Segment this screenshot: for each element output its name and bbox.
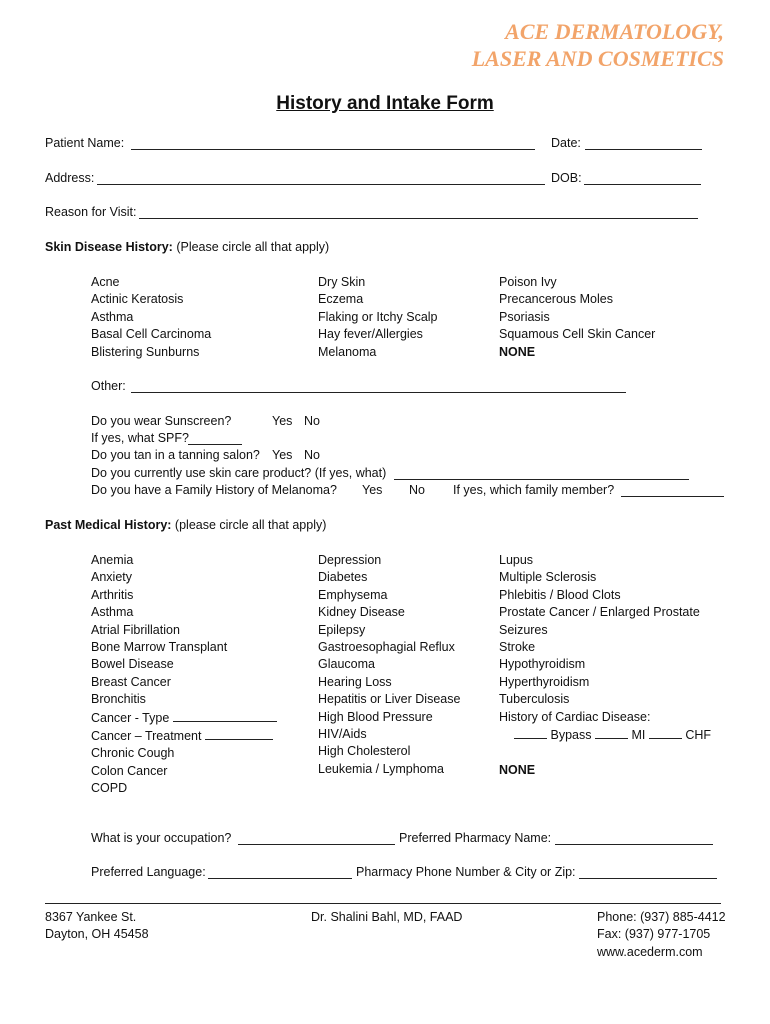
skin-item[interactable]: Melanoma bbox=[318, 344, 377, 359]
address-field[interactable] bbox=[97, 184, 545, 185]
language-label: Preferred Language: bbox=[91, 865, 206, 879]
family-melanoma-no[interactable]: No bbox=[409, 483, 425, 497]
medical-history-heading bbox=[45, 517, 326, 534]
cardiac-history-label: History of Cardiac Disease: bbox=[499, 709, 651, 724]
medical-heading-bold: Past Medical History: bbox=[45, 518, 172, 532]
medical-item[interactable]: Glaucoma bbox=[318, 657, 375, 672]
date-field[interactable] bbox=[585, 149, 702, 150]
occupation-label: What is your occupation? bbox=[91, 831, 232, 845]
brand-line-2: LASER AND COSMETICS bbox=[471, 46, 724, 71]
footer-address bbox=[45, 909, 149, 944]
footer-doctor: Dr. Shalini Bahl, MD, FAAD bbox=[311, 910, 463, 924]
skin-col-2 bbox=[318, 274, 438, 361]
medical-item[interactable]: Diabetes bbox=[318, 570, 368, 585]
medical-item[interactable]: Breast Cancer bbox=[91, 674, 171, 689]
patient-name-label: Patient Name: bbox=[45, 136, 125, 150]
medical-item[interactable]: Tuberculosis bbox=[499, 692, 570, 707]
pharmacy-phone-field[interactable] bbox=[579, 878, 717, 879]
skin-item[interactable]: Acne bbox=[91, 275, 120, 289]
dob-label: DOB: bbox=[551, 171, 582, 185]
bypass-label: Bypass bbox=[550, 728, 592, 743]
bypass-field[interactable] bbox=[514, 726, 547, 739]
medical-item[interactable]: Gastroesophagial Reflux bbox=[318, 640, 455, 655]
medical-item[interactable]: COPD bbox=[91, 781, 128, 796]
medical-item[interactable]: Seizures bbox=[499, 622, 548, 637]
family-member-label: If yes, which family member? bbox=[453, 483, 615, 497]
cancer-treatment-label: Cancer – Treatment bbox=[91, 729, 202, 744]
family-member-field[interactable] bbox=[621, 496, 724, 497]
medical-item[interactable]: Depression bbox=[318, 553, 382, 567]
medical-item[interactable]: Hyperthyroidism bbox=[499, 674, 590, 689]
tanning-yes[interactable]: Yes bbox=[272, 448, 293, 462]
medical-item[interactable]: HIV/Aids bbox=[318, 727, 367, 742]
skin-heading-note: (Please circle all that apply) bbox=[176, 240, 330, 254]
medical-col-2 bbox=[318, 552, 460, 778]
medical-col-3 bbox=[499, 552, 711, 779]
family-melanoma-question: Do you have a Family History of Melanoma? bbox=[91, 483, 337, 497]
cancer-type-field[interactable] bbox=[173, 709, 277, 722]
medical-item[interactable]: Asthma bbox=[91, 605, 134, 620]
other-label: Other: bbox=[91, 379, 126, 393]
address-label: Address: bbox=[45, 171, 95, 185]
skin-item[interactable]: Flaking or Itchy Scalp bbox=[318, 309, 438, 324]
skin-item[interactable]: Psoriasis bbox=[499, 309, 550, 324]
footer-phone: Phone: (937) 885-4412 bbox=[597, 910, 726, 924]
mi-label: MI bbox=[631, 728, 646, 743]
footer-website-link[interactable]: www.acederm.com bbox=[597, 944, 703, 959]
skin-item[interactable]: Blistering Sunburns bbox=[91, 344, 200, 359]
spf-field[interactable] bbox=[188, 444, 242, 445]
occupation-field[interactable] bbox=[238, 844, 395, 845]
practice-logo-text bbox=[472, 18, 724, 72]
skin-item[interactable]: Basal Cell Carcinoma bbox=[91, 327, 212, 342]
medical-item[interactable]: Anemia bbox=[91, 553, 134, 567]
medical-item[interactable]: Lupus bbox=[499, 553, 534, 567]
cancer-treatment-row[interactable] bbox=[91, 727, 277, 745]
chf-field[interactable] bbox=[649, 726, 682, 739]
skincare-product-field[interactable] bbox=[394, 479, 689, 480]
medical-item[interactable]: Chronic Cough bbox=[91, 746, 175, 761]
pharmacy-phone-label: Pharmacy Phone Number & City or Zip: bbox=[356, 865, 576, 879]
medical-item[interactable]: High Blood Pressure bbox=[318, 709, 433, 724]
skin-item[interactable]: Poison Ivy bbox=[499, 275, 557, 289]
other-field[interactable] bbox=[131, 392, 626, 393]
skin-col-3 bbox=[499, 274, 655, 361]
skin-item[interactable]: Hay fever/Allergies bbox=[318, 327, 423, 342]
medical-item[interactable]: Bronchitis bbox=[91, 692, 146, 707]
footer-divider bbox=[45, 903, 721, 904]
skin-none-option[interactable]: NONE bbox=[499, 344, 536, 359]
medical-item[interactable]: Leukemia / Lymphoma bbox=[318, 761, 444, 776]
skin-item[interactable]: Eczema bbox=[318, 292, 364, 307]
skin-history-heading bbox=[45, 239, 329, 256]
medical-item[interactable]: Phlebitis / Blood Clots bbox=[499, 587, 621, 602]
skin-col-1 bbox=[91, 274, 211, 361]
cancer-treatment-field[interactable] bbox=[205, 727, 273, 740]
tanning-question: Do you tan in a tanning salon? bbox=[91, 448, 260, 462]
skin-item[interactable]: Actinic Keratosis bbox=[91, 292, 184, 307]
skincare-product-question: Do you currently use skin care product? (If yes, what) bbox=[91, 466, 387, 480]
medical-item[interactable]: Multiple Sclerosis bbox=[499, 570, 597, 585]
medical-item[interactable]: Hearing Loss bbox=[318, 674, 392, 689]
medical-item[interactable]: High Cholesterol bbox=[318, 744, 411, 759]
brand-line-1: ACE DERMATOLOGY, bbox=[505, 19, 724, 44]
medical-item[interactable]: Prostate Cancer / Enlarged Prostate bbox=[499, 605, 700, 620]
medical-item[interactable]: Arthritis bbox=[91, 587, 134, 602]
cancer-type-label: Cancer - Type bbox=[91, 710, 170, 725]
language-field[interactable] bbox=[208, 878, 352, 879]
date-label: Date: bbox=[551, 136, 581, 150]
cancer-type-row[interactable] bbox=[91, 709, 277, 727]
form-title: History and Intake Form bbox=[276, 93, 494, 114]
medical-item[interactable]: Colon Cancer bbox=[91, 763, 168, 778]
tanning-no[interactable]: No bbox=[304, 448, 320, 462]
footer-street: 8367 Yankee St. bbox=[45, 910, 137, 924]
dob-field[interactable] bbox=[584, 184, 701, 185]
mi-field[interactable] bbox=[595, 726, 628, 739]
medical-item[interactable]: Bowel Disease bbox=[91, 657, 174, 672]
medical-none-option[interactable]: NONE bbox=[499, 762, 536, 777]
medical-item[interactable]: Atrial Fibrillation bbox=[91, 622, 180, 637]
family-melanoma-yes[interactable]: Yes bbox=[362, 483, 383, 497]
sunscreen-question: Do you wear Sunscreen? bbox=[91, 414, 232, 428]
footer-contact bbox=[597, 909, 726, 961]
spf-question: If yes, what SPF? bbox=[91, 431, 189, 445]
skin-item[interactable]: Squamous Cell Skin Cancer bbox=[499, 327, 656, 342]
skin-heading-bold: Skin Disease History: bbox=[45, 240, 173, 254]
medical-item[interactable]: Stroke bbox=[499, 640, 536, 655]
sunscreen-yes[interactable]: Yes bbox=[272, 414, 293, 428]
medical-item[interactable]: Bone Marrow Transplant bbox=[91, 640, 228, 655]
medical-item[interactable]: Hepatitis or Liver Disease bbox=[318, 692, 461, 707]
footer-doctor-block bbox=[311, 909, 462, 926]
footer-fax: Fax: (937) 977-1705 bbox=[597, 927, 711, 942]
reason-field[interactable] bbox=[139, 218, 698, 219]
skin-item[interactable]: Asthma bbox=[91, 309, 134, 324]
skin-item[interactable]: Precancerous Moles bbox=[499, 292, 613, 307]
sunscreen-no[interactable]: No bbox=[304, 414, 320, 428]
medical-item[interactable]: Epilepsy bbox=[318, 622, 366, 637]
medical-item[interactable]: Anxiety bbox=[91, 570, 132, 585]
pharmacy-label: Preferred Pharmacy Name: bbox=[399, 831, 552, 845]
skin-item[interactable]: Dry Skin bbox=[318, 275, 366, 289]
footer-city: Dayton, OH 45458 bbox=[45, 927, 149, 942]
patient-name-field[interactable] bbox=[131, 149, 535, 150]
chf-label: CHF bbox=[685, 728, 712, 743]
pharmacy-field[interactable] bbox=[555, 844, 713, 845]
medical-item[interactable]: Emphysema bbox=[318, 587, 388, 602]
medical-item[interactable]: Kidney Disease bbox=[318, 605, 405, 620]
cardiac-options-row bbox=[499, 726, 711, 744]
reason-label: Reason for Visit: bbox=[45, 205, 137, 219]
medical-heading-note: (please circle all that apply) bbox=[174, 518, 327, 532]
medical-item[interactable]: Hypothyroidism bbox=[499, 657, 586, 672]
medical-col-1 bbox=[91, 552, 277, 798]
